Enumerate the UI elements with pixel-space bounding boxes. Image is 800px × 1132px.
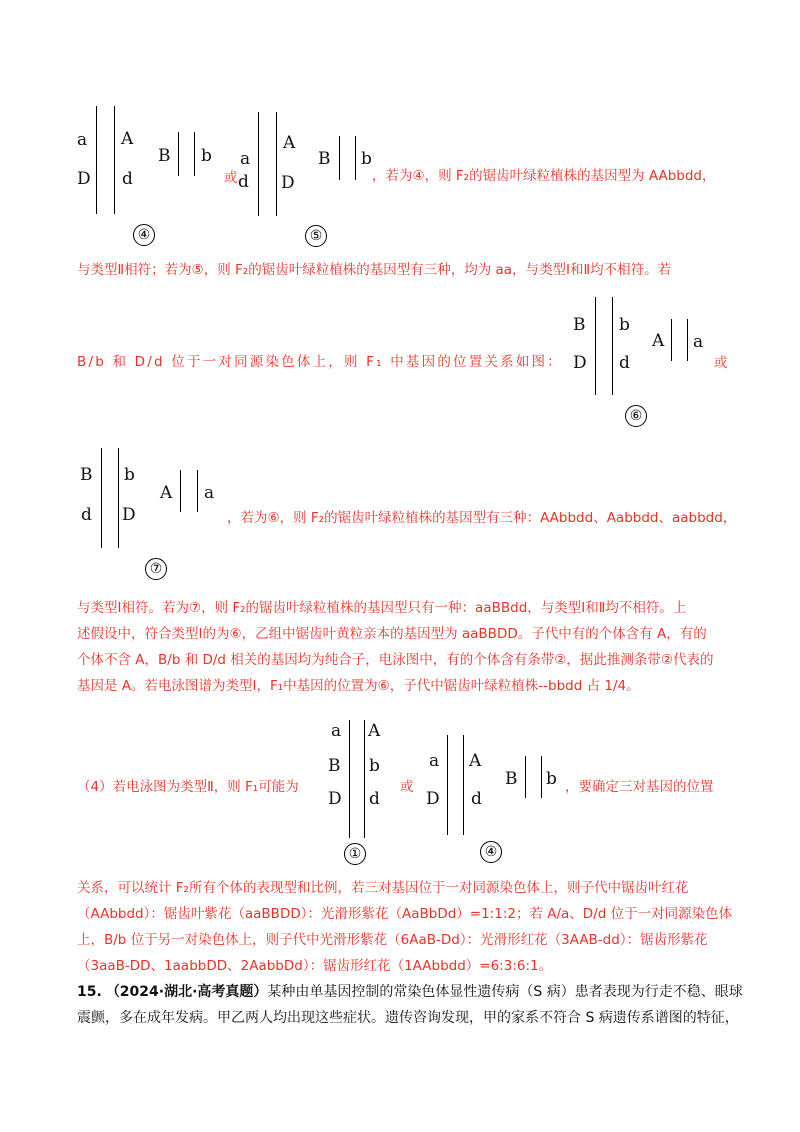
answer-text: B/b 和 D/d 位于一对同源染色体上，则 F₁ 中基因的位置关系如图：	[77, 354, 563, 370]
or-label: 或	[714, 355, 728, 371]
gene-label: A	[368, 721, 381, 741]
answer-text: （4）若电泳图为类型Ⅱ，则 F₁可能为	[77, 779, 299, 795]
circle-number-label: ④	[133, 224, 155, 246]
answer-line: 关系，可以统计 F₂所有个体的表现型和比例，若三对基因位于一对同源染色体上，则子代中锯齿叶红花	[77, 880, 689, 896]
gene-label: b	[201, 146, 212, 166]
gene-label: A	[121, 129, 134, 149]
answer-text: 与类型Ⅱ相符；若为⑤，则 F₂的锯齿叶绿粒植株的基因型有三种，均为 aa，与类型Ⅰ和Ⅱ均不相符。若	[77, 262, 672, 278]
answer-line: （AAbbdd）：锯齿叶紫花（aaBBDD）：光滑形紫花（AaBbDd）=1:1:2；若 A/a、D/d 位于一对同源染色体	[77, 906, 733, 922]
gene-label: D	[426, 789, 440, 809]
gene-label: a	[204, 483, 215, 503]
gene-label: d	[369, 789, 380, 809]
answer-line: 上，B/b 位于另一对染色体上，则子代中光滑形紫花（6AaB-Dd）：光滑形红花（3AAB-dd）：锯齿形紫花	[77, 932, 708, 948]
gene-label: A	[160, 483, 173, 503]
gene-label: a	[331, 721, 342, 741]
gene-label: D	[573, 353, 587, 373]
question-text: 震颤，多在成年发病。甲乙两人均出现这些症状。遗传咨询发现，甲的家系不符合 S 病遗传系谱图的特征，	[77, 1010, 739, 1026]
gene-label: D	[328, 789, 342, 809]
answer-text: ，若为⑥，则 F₂的锯齿叶绿粒植株的基因型有三种：AAbbdd、Aabbdd、aabbdd，	[227, 510, 737, 526]
gene-label: d	[238, 172, 249, 192]
or-label: 或	[400, 779, 414, 795]
gene-label: a	[693, 332, 704, 352]
question-number: 15.	[77, 984, 102, 1000]
gene-label: B	[328, 756, 341, 776]
question-source: （2024·湖北·高考真题）	[105, 984, 268, 1000]
gene-label: B	[505, 769, 518, 789]
circle-number-label: ④	[480, 841, 502, 863]
gene-label: A	[283, 133, 296, 153]
answer-line: 述假设中，符合类型Ⅰ的为⑥，乙组中锯齿叶黄粒亲本的基因型为 aaBBDD。子代中有的个体含有 A，有的	[77, 626, 707, 642]
gene-label: b	[369, 756, 380, 776]
answer-line: 与类型Ⅰ相符。若为⑦，则 F₂的锯齿叶绿粒植株的基因型只有一种：aaBBdd，与类型Ⅰ和Ⅱ均不相符。上	[77, 600, 687, 616]
gene-label: D	[77, 169, 91, 189]
gene-label: b	[546, 769, 557, 789]
answer-line: 个体不含 A，B/b 和 D/d 相关的基因均为纯合子，电泳图中，有的个体含有条带②，据此推测条带②代表的	[77, 652, 714, 668]
gene-label: b	[619, 315, 630, 335]
gene-label: A	[469, 751, 482, 771]
question-15-first-line	[77, 981, 743, 1003]
gene-label: a	[429, 751, 440, 771]
answer-line: （3aaB-DD、1aabbDD、2AabbDd）：锯齿形红花（1AAbbdd）=6:3:6:1。	[77, 958, 553, 974]
answer-text: ，若为④，则 F₂的锯齿叶绿粒植株的基因型为 AAbbdd，	[372, 168, 716, 184]
gene-label: a	[240, 149, 251, 169]
gene-label: D	[122, 505, 136, 525]
answer-text: ，要确定三对基因的位置	[565, 779, 714, 795]
gene-label: D	[281, 173, 295, 193]
question-text: 某种由单基因控制的常染色体显性遗传病（S 病）患者表现为行走不稳、眼球	[267, 984, 743, 1000]
gene-label: B	[80, 465, 93, 485]
gene-label: B	[318, 149, 331, 169]
gene-label: b	[124, 465, 135, 485]
gene-label: B	[158, 146, 171, 166]
answer-line: 基因是 A。若电泳图谱为类型Ⅰ，F₁中基因的位置为⑥，子代中锯齿叶绿粒植株--bbdd 占 1/4。	[77, 678, 640, 694]
gene-label: d	[122, 169, 133, 189]
circle-number-label: ⑤	[305, 225, 327, 247]
circle-number-label: ⑥	[625, 405, 647, 427]
gene-label: d	[471, 789, 482, 809]
or-label: 或	[224, 170, 238, 186]
gene-label: b	[361, 149, 372, 169]
gene-label: d	[81, 505, 92, 525]
circle-number-label: ⑦	[145, 558, 167, 580]
gene-label: d	[619, 353, 630, 373]
gene-label: A	[652, 331, 665, 351]
gene-label: a	[77, 130, 88, 150]
gene-label: B	[573, 315, 586, 335]
circle-number-label: ①	[344, 843, 366, 865]
